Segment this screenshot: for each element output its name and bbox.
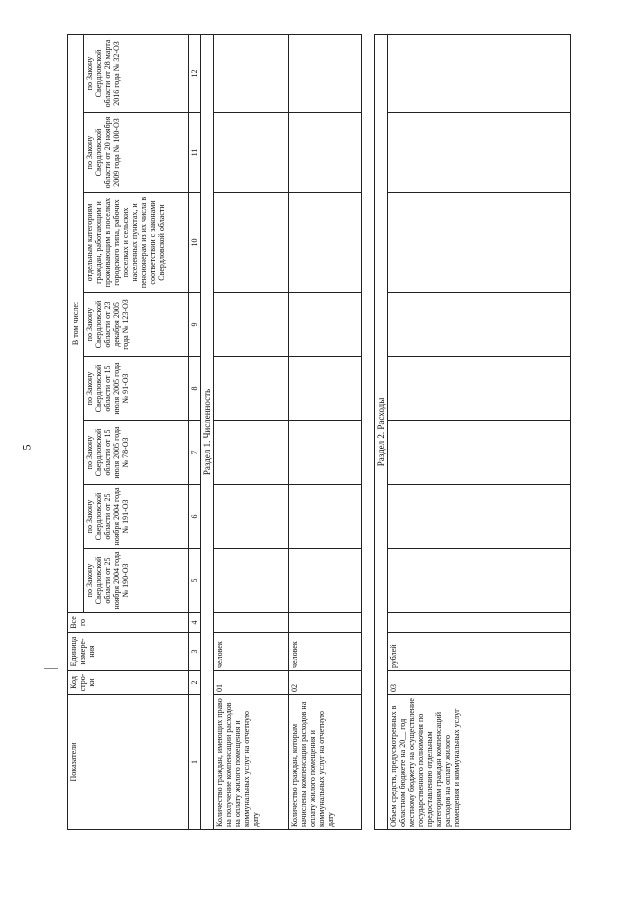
row-indicator: Объем средств, предусмотренных в областном бюджете на 20__ год местному бюджету на осуществление государственного полномочия по предоставлению отдельным категориям граждан компенсаций расходов на оплату жилого помещения и коммунальных услуг [388, 695, 571, 830]
row-value-cell [388, 357, 571, 421]
row-value-cell [289, 421, 362, 485]
column-number: 12 [189, 34, 201, 112]
column-number: 10 [189, 193, 201, 293]
row-code: 01 [214, 671, 289, 695]
row-value-cell [388, 193, 571, 293]
row-code: 02 [289, 671, 362, 695]
section-title-expenses: Раздел 2. Расходы [375, 34, 388, 829]
page-number: 5 [19, 444, 34, 451]
column-number: 2 [189, 671, 201, 695]
header-row-top [68, 34, 84, 829]
section-title-headcount: Раздел 1. Численность [201, 34, 214, 829]
spacer-row [362, 34, 375, 829]
section-row [375, 34, 388, 829]
row-value-cell [289, 113, 362, 193]
row-indicator: Количество граждан, которым начислены компенсации расходов на оплату жилого помещения и коммунальных услуг на отчетную дату [289, 695, 362, 830]
row-value-cell [214, 193, 289, 293]
row-value-cell [388, 613, 571, 633]
row-value-cell [214, 113, 289, 193]
header-law-191: по Закону Свердловской области от 25 ноября 2004 года № 191-ОЗ [84, 485, 189, 549]
row-value-cell [388, 421, 571, 485]
column-number: 8 [189, 357, 201, 421]
column-number: 9 [189, 293, 201, 357]
header-including: В том числе: [68, 34, 84, 612]
row-value-cell [214, 34, 289, 112]
header-law-91: по Закону Свердловской области от 15 июля 2005 года № 91-ОЗ [84, 357, 189, 421]
row-value-cell [289, 549, 362, 613]
row-value-cell [289, 293, 362, 357]
header-code: Код стро-ки [68, 671, 189, 695]
column-number: 6 [189, 485, 201, 549]
row-value-cell [214, 485, 289, 549]
row-value-cell [289, 34, 362, 112]
row-value-cell [214, 357, 289, 421]
row-unit: рублей [388, 633, 571, 671]
row-value-cell [289, 485, 362, 549]
table-row [289, 34, 362, 829]
report-sheet [67, 35, 616, 830]
table-row [388, 34, 571, 829]
row-indicator: Количество граждан, имеющих право на получение компенсации расходов на оплату жилого помещения и коммунальных услуг на отчетную дату [214, 695, 289, 830]
header-law-123: по Закону Свердловской области от 23 декабря 2005 года № 123-ОЗ [84, 293, 189, 357]
column-number: 7 [189, 421, 201, 485]
spacer-cell [362, 34, 375, 829]
row-value-cell [289, 193, 362, 293]
header-law-32: по Закону Свердловской области от 28 марта 2016 года № 32-ОЗ [84, 34, 189, 112]
table-row [214, 34, 289, 829]
row-value-cell [214, 421, 289, 485]
header-unit: Единица измере-ния [68, 633, 189, 671]
report-table [67, 34, 571, 830]
header-law-190: по Закону Свердловской области от 25 ноября 2004 года № 190-ОЗ [84, 549, 189, 613]
header-law-100: по Закону Свердловской области от 20 ноября 2009 года № 100-ОЗ [84, 113, 189, 193]
section-row [201, 34, 214, 829]
header-law-78: по Закону Свердловской области от 15 июля 2005 года № 78-ОЗ [84, 421, 189, 485]
row-unit: человек [214, 633, 289, 671]
column-numbers-row [189, 34, 201, 829]
header-rural-categories: отдельным категориям граждан, работающим и проживающим в поселках городского типа, рабочих поселках и сельских населенных пунктах, и пенсионерам из их числа в соответствии с законами Свердловской области [84, 193, 189, 293]
column-number: 11 [189, 113, 201, 193]
header-total: Всего [68, 613, 189, 633]
column-number: 3 [189, 633, 201, 671]
header-indicator: Показатели [68, 695, 189, 830]
column-number: 5 [189, 549, 201, 613]
row-value-cell [214, 293, 289, 357]
row-value-cell [388, 113, 571, 193]
row-value-cell [214, 613, 289, 633]
row-value-cell [289, 613, 362, 633]
column-number: 1 [189, 695, 201, 830]
row-code: 03 [388, 671, 571, 695]
row-value-cell [289, 357, 362, 421]
row-value-cell [388, 293, 571, 357]
row-value-cell [388, 34, 571, 112]
column-number: 4 [189, 613, 201, 633]
row-unit: человек [289, 633, 362, 671]
row-value-cell [388, 485, 571, 549]
row-value-cell [388, 549, 571, 613]
row-value-cell [214, 549, 289, 613]
